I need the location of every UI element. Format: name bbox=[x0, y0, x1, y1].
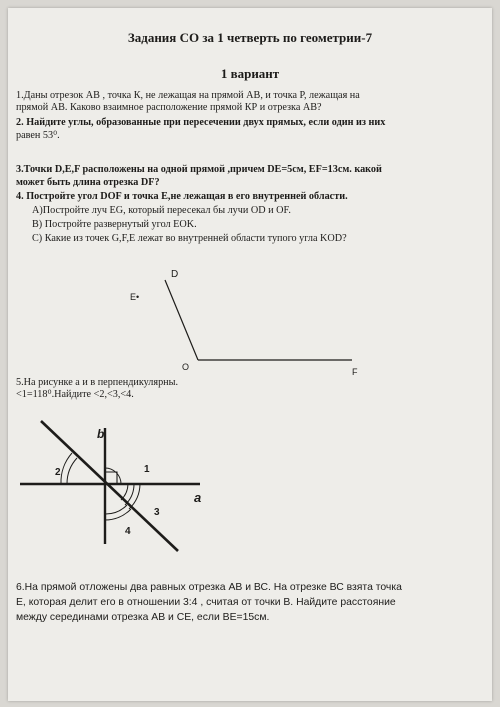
angle-4-arc-2 bbox=[105, 505, 127, 514]
variant-label: 1 вариант bbox=[220, 66, 280, 81]
worksheet-page bbox=[8, 8, 492, 701]
label-d: D bbox=[171, 269, 179, 280]
task-3-line-2: может быть длина отрезка DF? bbox=[16, 177, 160, 188]
task-4-part-b: В) Постройте развернутый угол EOK. bbox=[32, 219, 197, 230]
angle-2-arc-inner bbox=[67, 458, 77, 484]
label-angle-4: 4 bbox=[125, 526, 131, 537]
task-6-line-2: Е, которая делит его в отношении 3:4 , считая от точки В. Найдите расстояние bbox=[16, 597, 396, 608]
task-5-line-1: 5.На рисунке а и в перпендикулярны. bbox=[16, 377, 179, 388]
label-f: F bbox=[352, 367, 358, 377]
task-2-line-2: равен 53⁰. bbox=[16, 130, 60, 141]
label-line-b: b bbox=[97, 427, 105, 441]
task-5-line-2: <1=118⁰.Найдите <2,<3,<4. bbox=[16, 389, 134, 400]
label-e: E• bbox=[130, 292, 140, 302]
label-line-a: a bbox=[194, 490, 202, 505]
angle-dof-figure bbox=[8, 244, 492, 377]
label-angle-1: 1 bbox=[144, 464, 150, 475]
task-4-intro: 4. Постройте угол DOF и точка Е,не лежащая в его внутренней области. bbox=[16, 191, 348, 202]
perpendicular-lines-figure bbox=[8, 398, 492, 548]
ray-od bbox=[165, 280, 198, 360]
task-6-line-3: между серединами отрезка АВ и СЕ, если ВЕ=15см. bbox=[16, 612, 270, 623]
angle-4-arc-1 bbox=[105, 509, 131, 520]
task-6-line-1: 6.На прямой отложены два равных отрезка АВ и ВС. На отрезке ВС взята точка bbox=[16, 582, 402, 593]
label-angle-3: 3 bbox=[154, 507, 160, 518]
task-3-line-1: 3.Точки D,E,F расположены на одной прямой ,причем DE=5см, EF=13см. какой bbox=[16, 164, 382, 175]
label-o: O bbox=[182, 362, 190, 372]
task-1-line-2: прямой АВ. Каково взаимное расположение прямой КР и отрезка АВ? bbox=[16, 102, 322, 113]
task-1-line-1: 1.Даны отрезок АВ , точка К, не лежащая на прямой АВ, и точка Р, лежащая на bbox=[16, 90, 360, 101]
label-angle-2: 2 bbox=[55, 467, 61, 478]
task-4-part-c: С) Какие из точек G,F,E лежат во внутренней области тупого угла KOD? bbox=[32, 233, 347, 244]
angle-1-arc bbox=[105, 468, 121, 484]
worksheet-title: Задания СО за 1 четверть по геометрии-7 bbox=[127, 30, 373, 45]
task-2-line-1: 2. Найдите углы, образованные при пересечении двух прямых, если один из них bbox=[16, 117, 386, 128]
task-4-part-a: А)Постройте луч EG, который пересекал бы лучи OD и OF. bbox=[32, 205, 291, 216]
transversal-line bbox=[41, 421, 178, 551]
